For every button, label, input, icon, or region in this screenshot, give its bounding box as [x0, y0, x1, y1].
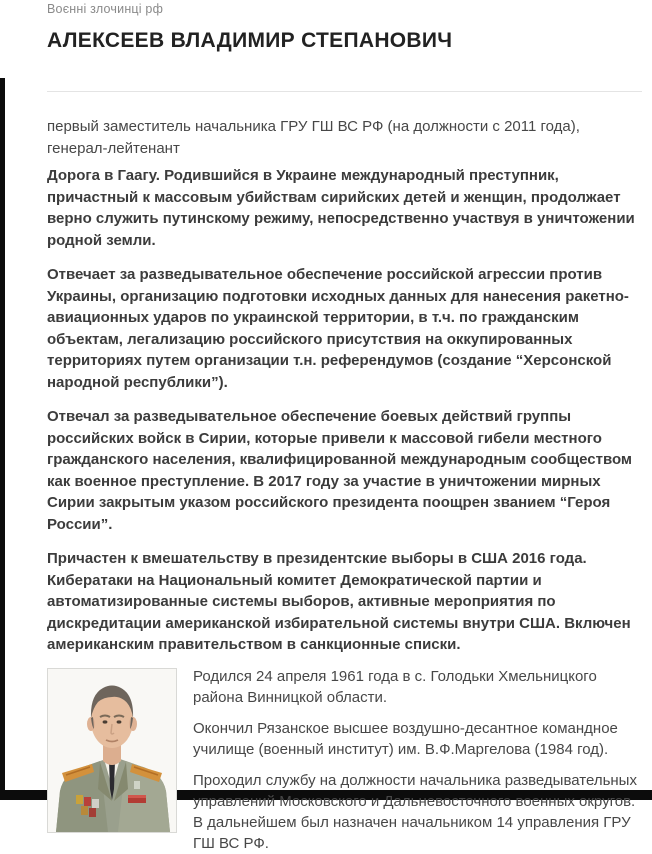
left-edge-bar [0, 78, 5, 800]
position-line: первый заместитель начальника ГРУ ГШ ВС РФ (на должности с 2011 года), генерал-лейтенант [47, 118, 580, 157]
category-label: Воєнні злочинці рф [47, 2, 164, 16]
accusation-paragraph: Дорога в Гаагу. Родившийся в Украине международный преступник, причастный к массовым убийствам сирийских детей и женщин, продолжает верно служить путинскому режиму, непосредственно участвуя в уничтожении родной земли. [47, 167, 635, 249]
portrait-photo-graphic [48, 669, 176, 832]
bio-section [47, 666, 642, 854]
title-divider [47, 91, 642, 92]
article [47, 2, 642, 854]
bio-paragraph: Родился 24 апреля 1961 года в с. Голодьки Хмельницкого района Винницкой области. [193, 667, 597, 706]
bio-paragraph: Окончил Рязанское высшее воздушно-десантное командное училище (военный институт) им. В.Ф.Маргелова (1984 год). [193, 719, 618, 758]
accusation-paragraph: Отвечал за разведывательное обеспечение боевых действий группы российских войск в Сирии, которые привели к массовой гибели местного гражданского населения, квалифицированной международным сообществом как военное преступление. В 2017 году за участие в уничтожении мирных Сирии закрытым указом российского президента поощрен званием “Героя России”. [47, 408, 633, 533]
page-title: АЛЕКСЕЕВ ВЛАДИМИР СТЕПАНОВИЧ [47, 29, 453, 52]
portrait-photo[interactable] [47, 668, 177, 833]
accusation-paragraph: Причастен к вмешательству в президентские выборы в США 2016 года. Кибератаки на Национальный комитет Демократической партии и автоматизированные системы выборов, активные мероприятия по дискредитации американской избирательной системы внутри США. Включен американским правительством в санкционные списки. [47, 550, 631, 653]
bio-paragraph: Проходил службу на должности начальника разведывательных управлений Московского и Дальневосточного военных округов. В дальнейшем был назначен начальником 14 управления ГРУ ГШ ВС РФ. [193, 771, 637, 852]
accusation-paragraph: Отвечает за разведывательное обеспечение российской агрессии против Украины, организацию подготовки исходных данных для нанесения ракетно-авиационных ударов по украинской территории, в т.ч. по гражданским объектам, легализацию российского присутствия на оккупированных территориях путем организации т.н. референдумов (создание “Херсонской народной республики”). [47, 266, 629, 391]
